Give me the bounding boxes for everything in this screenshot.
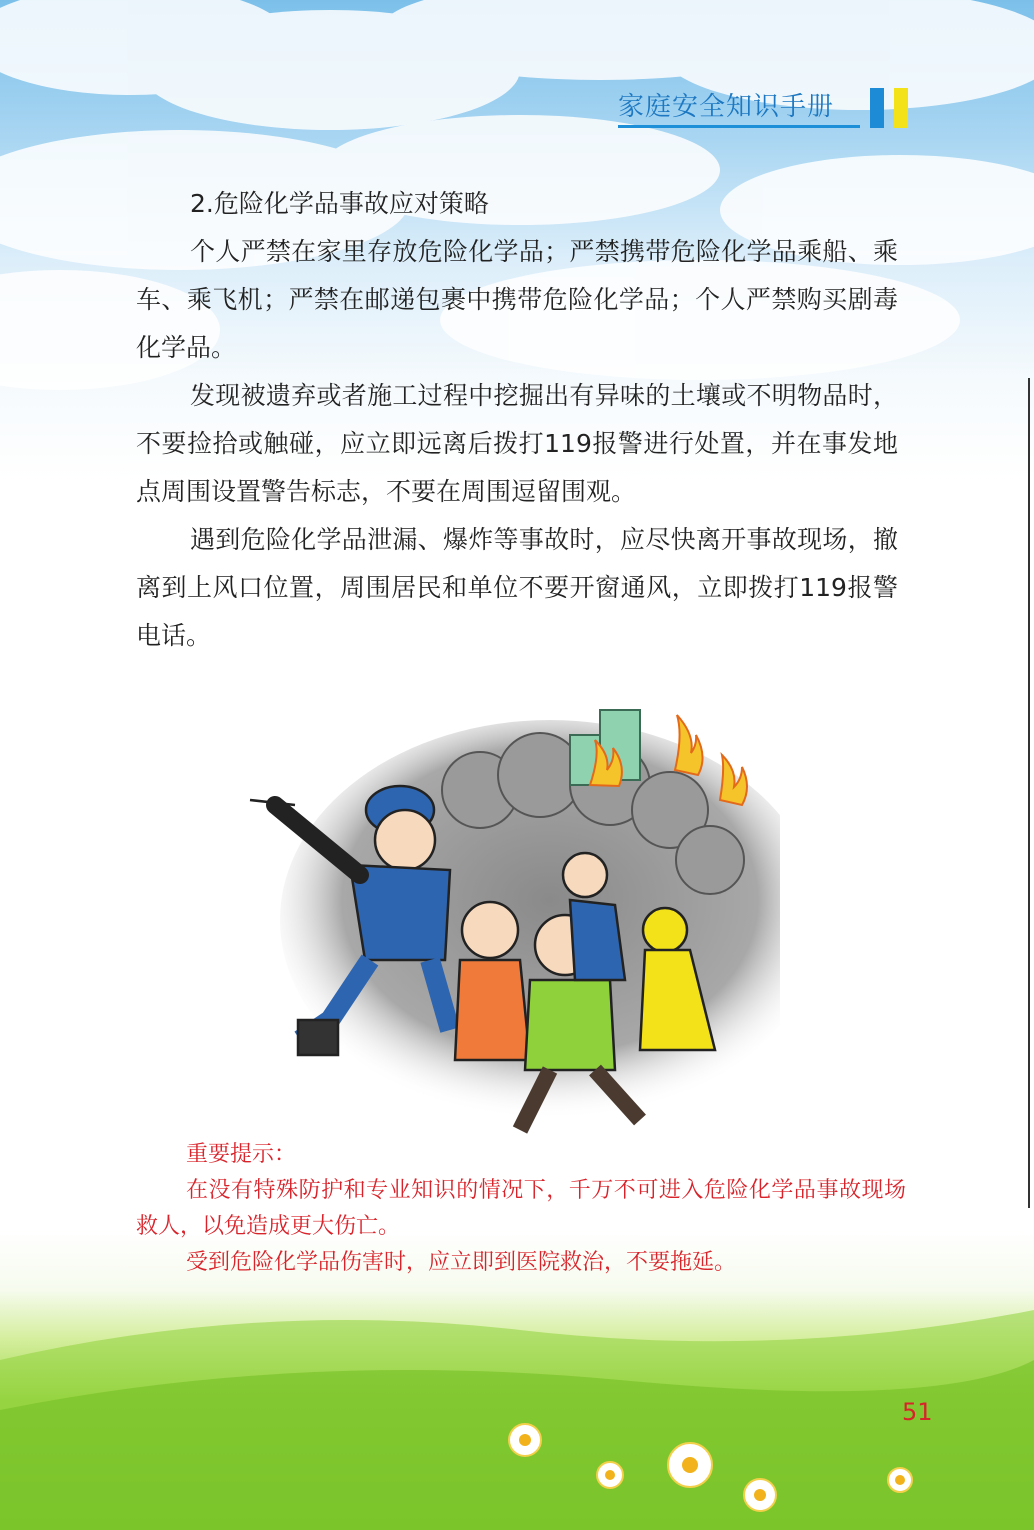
paragraph-unknown-items: 发现被遗弃或者施工过程中挖掘出有异味的土壤或不明物品时，不要捡拾或触碰，应立即远离后拨打119报警进行处置，并在事发地点周围设置警告标志，不要在周围逗留围观。 [136,381,898,506]
meadow-flowers-decoration [0,1240,1034,1530]
tips-title: 重要提示： [186,1142,297,1167]
tip-seek-treatment: 受到危险化学品伤害时，应立即到医院救治，不要拖延。 [186,1250,737,1275]
tip-no-entry: 在没有特殊防护和专业知识的情况下，千万不可进入危险化学品事故现场救人，以免造成更大伤亡。 [136,1178,906,1239]
paragraph-evacuation: 遇到危险化学品泄漏、爆炸等事故时，应尽快离开事故现场，撤离到上风口位置，周围居民和单位不要开窗通风，立即拨打119报警电话。 [136,525,898,650]
page-edge-rule [1028,378,1030,1208]
section-heading: 2.危险化学品事故应对策略 [190,189,489,218]
title-underline [618,125,860,128]
important-tips [136,1137,906,1281]
handbook-title: 家庭安全知识手册 [618,92,835,122]
evacuation-illustration [220,690,780,1140]
yellow-tab-marker [894,88,908,128]
page-number: 51 [902,1398,933,1426]
section-body [136,180,898,660]
blue-tab-marker [870,88,884,128]
paragraph-storage-rules: 个人严禁在家里存放危险化学品；严禁携带危险化学品乘船、乘车、乘飞机；严禁在邮递包裹中携带危险化学品；个人严禁购买剧毒化学品。 [136,237,898,362]
